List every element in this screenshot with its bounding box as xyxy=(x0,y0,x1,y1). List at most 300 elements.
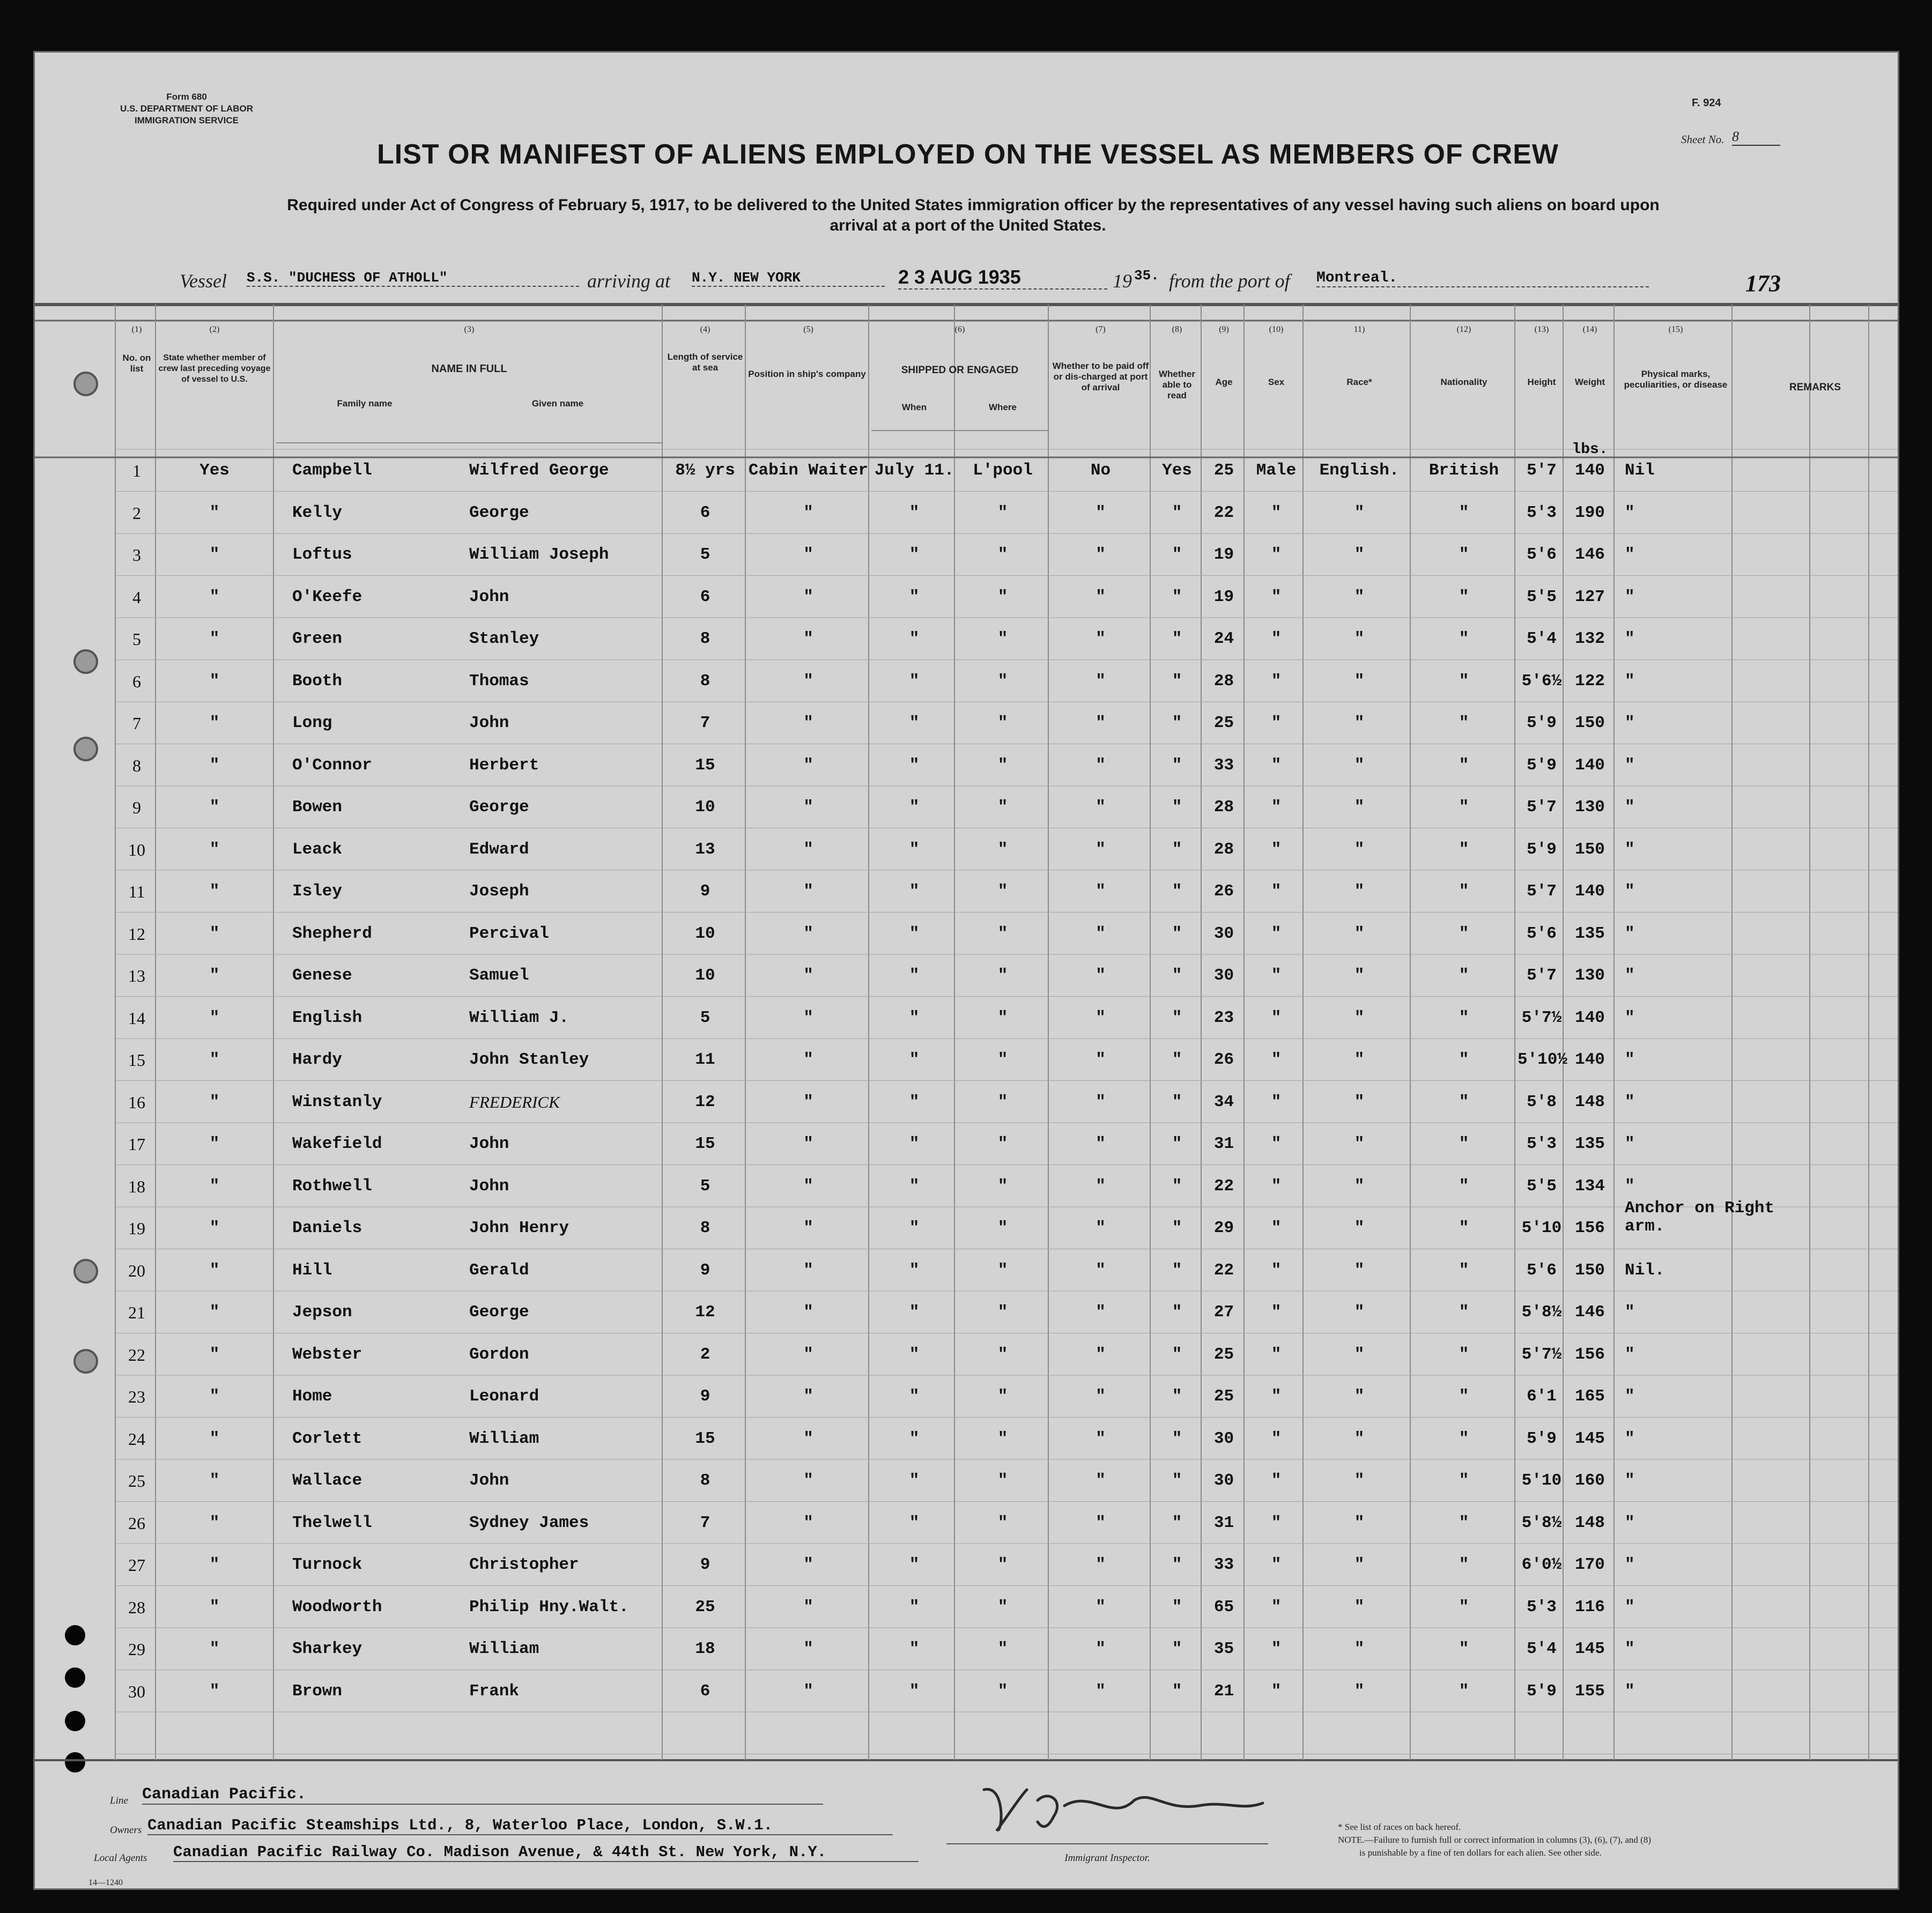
crew-pos: " xyxy=(803,503,813,522)
crew-n: 21 xyxy=(128,1303,145,1322)
crew-nat: " xyxy=(1459,671,1469,691)
subtitle-line-1: Required under Act of Congress of February 5, 1917, to be delivered to the United States immigration officer by the representatives of any vessel having such aliens on board upon xyxy=(287,196,1660,214)
crew-given: John Henry xyxy=(469,1219,569,1237)
crew-sex: " xyxy=(1271,1471,1282,1490)
crew-svc: 7 xyxy=(700,714,710,732)
crew-n: 9 xyxy=(132,798,141,817)
crew-nat: " xyxy=(1459,1092,1469,1111)
crew-paid: " xyxy=(1095,545,1106,564)
crew-when: " xyxy=(909,1555,920,1574)
crew-svc: 12 xyxy=(695,1303,715,1322)
crew-sex: " xyxy=(1271,1597,1282,1617)
crew-family: Jepson xyxy=(292,1303,352,1322)
crew-when: " xyxy=(909,1345,920,1364)
crew-when: " xyxy=(909,503,920,522)
crew-ht: 5'7 xyxy=(1527,966,1557,985)
crew-nat: " xyxy=(1459,1050,1469,1069)
crew-sex: " xyxy=(1271,924,1282,943)
crew-phys: " xyxy=(1625,545,1635,564)
crew-prev: " xyxy=(209,503,220,522)
crew-paid: " xyxy=(1095,882,1106,901)
crew-phys: " xyxy=(1625,1135,1635,1153)
crew-read: " xyxy=(1172,1303,1182,1322)
crew-age: 22 xyxy=(1213,1176,1234,1196)
header-paid-off: Whether to be paid off or dis-charged at port of arrival xyxy=(1052,361,1149,392)
crew-given: FREDERICK xyxy=(469,1092,560,1111)
crew-wt: 140 xyxy=(1575,1050,1605,1069)
crew-svc: 15 xyxy=(695,1429,715,1448)
crew-sex: " xyxy=(1271,1640,1282,1658)
crew-pos: Cabin Waiter xyxy=(748,461,869,480)
crew-age: 22 xyxy=(1213,1260,1234,1280)
crew-ht: 5'9 xyxy=(1527,1429,1557,1448)
crew-family: Wallace xyxy=(292,1471,362,1490)
header-when: When xyxy=(901,402,927,412)
agents-label: Local Agents xyxy=(94,1852,147,1864)
crew-ht: 5'8½ xyxy=(1521,1303,1562,1322)
crew-prev: " xyxy=(209,798,220,817)
crew-read: " xyxy=(1172,587,1182,606)
crew-svc: 9 xyxy=(700,1260,710,1280)
header-name-in-full: NAME IN FULL xyxy=(431,363,507,375)
crew-sex: " xyxy=(1271,1513,1282,1532)
crew-svc: 15 xyxy=(695,755,715,775)
crew-age: 28 xyxy=(1213,798,1234,817)
crew-where: " xyxy=(997,1640,1008,1658)
crew-wt: 155 xyxy=(1575,1681,1605,1701)
crew-paid: " xyxy=(1095,1471,1106,1490)
crew-given: Wilfred George xyxy=(469,461,609,480)
crew-family: Campbell xyxy=(292,461,372,480)
crew-wt: 145 xyxy=(1575,1640,1605,1658)
crew-race: " xyxy=(1354,882,1365,901)
crew-nat: " xyxy=(1459,1597,1469,1617)
crew-nat: " xyxy=(1459,798,1469,817)
crew-read: " xyxy=(1172,671,1182,691)
crew-race: " xyxy=(1354,1471,1365,1490)
crew-race: " xyxy=(1354,1176,1365,1196)
crew-pos: " xyxy=(803,924,813,943)
crew-given: Sydney James xyxy=(469,1513,589,1532)
crew-n: 29 xyxy=(128,1640,145,1659)
crew-wt: 156 xyxy=(1575,1219,1605,1237)
crew-when: " xyxy=(909,1303,920,1322)
crew-where: " xyxy=(997,1050,1008,1069)
subtitle-line-2: arrival at a port of the United States. xyxy=(830,217,1106,234)
crew-race: " xyxy=(1354,1345,1365,1364)
crew-age: 29 xyxy=(1213,1219,1234,1237)
crew-paid: " xyxy=(1095,1387,1106,1406)
crew-pos: " xyxy=(803,798,813,817)
crew-age: 19 xyxy=(1213,545,1234,564)
crew-phys: " xyxy=(1625,1471,1635,1490)
crew-pos: " xyxy=(803,1471,813,1490)
crew-nat: " xyxy=(1459,1387,1469,1406)
crew-sex: " xyxy=(1271,671,1282,691)
crew-where: " xyxy=(997,545,1008,564)
crew-pos: " xyxy=(803,1555,813,1574)
column-number: (8) xyxy=(1172,325,1182,334)
crew-n: 1 xyxy=(132,461,141,480)
crew-race: " xyxy=(1354,1640,1365,1658)
column-number: (14) xyxy=(1582,325,1597,334)
crew-sex: " xyxy=(1271,1219,1282,1237)
owners-label: Owners xyxy=(110,1825,142,1836)
crew-pos: " xyxy=(803,1050,813,1069)
crew-nat: " xyxy=(1459,1260,1469,1280)
sheet-label: Sheet No. xyxy=(1681,133,1724,146)
crew-when: " xyxy=(909,1092,920,1111)
crew-family: Thelwell xyxy=(292,1513,372,1532)
crew-ht: 5'5 xyxy=(1527,1176,1557,1196)
crew-ht: 5'6 xyxy=(1527,924,1557,943)
crew-svc: 11 xyxy=(695,1050,715,1069)
crew-race: " xyxy=(1354,798,1365,817)
crew-sex: " xyxy=(1271,798,1282,817)
crew-wt: 148 xyxy=(1575,1513,1605,1532)
column-number: (12) xyxy=(1456,325,1471,334)
crew-sex: " xyxy=(1271,629,1282,648)
crew-paid: " xyxy=(1095,1050,1106,1069)
shipping-line: Canadian Pacific. xyxy=(142,1785,823,1805)
crew-when: " xyxy=(909,671,920,691)
crew-svc: 7 xyxy=(700,1513,710,1532)
crew-family: Bowen xyxy=(292,798,343,817)
crew-svc: 8 xyxy=(700,671,710,691)
crew-svc: 8 xyxy=(700,1471,710,1490)
crew-n: 17 xyxy=(128,1135,145,1154)
crew-where: " xyxy=(997,840,1008,859)
crew-wt: 150 xyxy=(1575,840,1605,859)
crew-prev: " xyxy=(209,1555,220,1574)
manifest-title: LIST OR MANIFEST OF ALIENS EMPLOYED ON THE VESSEL AS MEMBERS OF CREW xyxy=(377,139,1559,170)
crew-age: 28 xyxy=(1213,671,1234,691)
inspector-signature xyxy=(973,1768,1274,1838)
crew-where: " xyxy=(997,1555,1008,1574)
crew-nat: " xyxy=(1459,755,1469,775)
crew-when: " xyxy=(909,1513,920,1532)
crew-svc: 10 xyxy=(695,798,715,817)
crew-phys: " xyxy=(1625,755,1635,775)
header-physical: Physical marks, peculiarities, or disease xyxy=(1624,369,1728,390)
form-number: Form 680 xyxy=(166,92,207,102)
crew-paid: " xyxy=(1095,1345,1106,1364)
crew-read: Yes xyxy=(1162,461,1192,480)
crew-pos: " xyxy=(803,1345,813,1364)
header-race: Race* xyxy=(1346,377,1372,387)
crew-phys: " xyxy=(1625,840,1635,859)
crew-when: " xyxy=(909,840,920,859)
crew-prev: " xyxy=(209,1471,220,1490)
crew-pos: " xyxy=(803,1008,813,1027)
crew-family: Daniels xyxy=(292,1219,362,1237)
crew-svc: 18 xyxy=(695,1640,715,1658)
crew-read: " xyxy=(1172,1219,1182,1237)
crew-nat: " xyxy=(1459,629,1469,648)
crew-given: George xyxy=(469,503,529,522)
crew-age: 26 xyxy=(1213,882,1234,901)
crew-n: 11 xyxy=(128,882,145,901)
crew-sex: " xyxy=(1271,1260,1282,1280)
crew-race: " xyxy=(1354,840,1365,859)
header-shipped: SHIPPED OR ENGAGED xyxy=(901,365,1019,376)
crew-given: Samuel xyxy=(469,966,529,985)
crew-ht: 5'7½ xyxy=(1521,1008,1562,1027)
service: IMMIGRATION SERVICE xyxy=(135,115,239,125)
crew-race: " xyxy=(1354,671,1365,691)
crew-age: 35 xyxy=(1213,1640,1234,1658)
crew-wt: 140 xyxy=(1575,1008,1605,1027)
form-code: F. 924 xyxy=(1692,97,1721,109)
crew-when: " xyxy=(909,1387,920,1406)
crew-wt: 140 xyxy=(1575,461,1605,480)
column-number: (2) xyxy=(209,325,220,334)
owners: Canadian Pacific Steamships Ltd., 8, Waterloo Place, London, S.W.1. xyxy=(147,1816,893,1835)
crew-nat: " xyxy=(1459,1008,1469,1027)
crew-paid: " xyxy=(1095,924,1106,943)
crew-given: John xyxy=(469,1176,509,1196)
crew-given: Edward xyxy=(469,840,529,859)
crew-race: " xyxy=(1354,587,1365,606)
crew-wt: 165 xyxy=(1575,1387,1605,1406)
crew-race: " xyxy=(1354,1050,1365,1069)
crew-sex: " xyxy=(1271,1008,1282,1027)
crew-age: 24 xyxy=(1213,629,1234,648)
crew-where: " xyxy=(997,1260,1008,1280)
crew-given: Joseph xyxy=(469,882,529,901)
crew-prev: " xyxy=(209,1092,220,1111)
crew-sex: " xyxy=(1271,1681,1282,1701)
crew-wt: 145 xyxy=(1575,1429,1605,1448)
crew-ht: 5'7½ xyxy=(1521,1345,1562,1364)
crew-phys: " xyxy=(1625,1429,1635,1448)
column-number: (15) xyxy=(1668,325,1683,334)
crew-read: " xyxy=(1172,503,1182,522)
crew-nat: " xyxy=(1459,1345,1469,1364)
crew-given: John Stanley xyxy=(469,1050,589,1069)
crew-nat: " xyxy=(1459,1513,1469,1532)
weight-unit: lbs. xyxy=(1572,441,1608,458)
crew-read: " xyxy=(1172,1513,1182,1532)
crew-race: " xyxy=(1354,1555,1365,1574)
crew-age: 25 xyxy=(1213,461,1234,480)
crew-phys: " xyxy=(1625,503,1635,522)
crew-n: 10 xyxy=(128,840,145,859)
crew-paid: " xyxy=(1095,755,1106,775)
crew-nat: " xyxy=(1459,1135,1469,1153)
crew-where: " xyxy=(997,1219,1008,1237)
crew-where: " xyxy=(997,755,1008,775)
crew-sex: " xyxy=(1271,1135,1282,1153)
crew-sex: " xyxy=(1271,840,1282,859)
crew-pos: " xyxy=(803,1135,813,1153)
column-number: (6) xyxy=(954,325,965,334)
crew-read: " xyxy=(1172,1597,1182,1617)
crew-prev: " xyxy=(209,587,220,606)
crew-given: Gordon xyxy=(469,1345,529,1364)
crew-prev: " xyxy=(209,1176,220,1196)
crew-pos: " xyxy=(803,755,813,775)
crew-ht: 5'4 xyxy=(1527,1640,1557,1658)
crew-phys: " xyxy=(1625,966,1635,985)
crew-read: " xyxy=(1172,1050,1182,1069)
crew-given: John xyxy=(469,587,509,606)
crew-given: Percival xyxy=(469,924,549,943)
crew-age: 30 xyxy=(1213,1429,1234,1448)
crew-ht: 5'8½ xyxy=(1521,1513,1562,1532)
crew-race: " xyxy=(1354,966,1365,985)
crew-paid: " xyxy=(1095,1640,1106,1658)
crew-prev: " xyxy=(209,1345,220,1364)
crew-svc: 9 xyxy=(700,882,710,901)
crew-pos: " xyxy=(803,671,813,691)
column-number: (3) xyxy=(464,325,475,334)
crew-prev: " xyxy=(209,1640,220,1658)
crew-when: " xyxy=(909,1597,920,1617)
crew-ht: 5'7 xyxy=(1527,882,1557,901)
crew-race: " xyxy=(1354,1681,1365,1701)
crew-race: " xyxy=(1354,714,1365,732)
crew-sex: " xyxy=(1271,587,1282,606)
crew-phys: " xyxy=(1625,798,1635,817)
crew-wt: 132 xyxy=(1575,629,1605,648)
crew-pos: " xyxy=(803,1640,813,1658)
penalty-note-2: is punishable by a fine of ten dollars for each alien. See other side. xyxy=(1359,1848,1602,1858)
crew-svc: 9 xyxy=(700,1387,710,1406)
crew-given: Christopher xyxy=(469,1555,579,1574)
crew-when: " xyxy=(909,587,920,606)
crew-sex: Male xyxy=(1256,461,1297,480)
crew-race: English. xyxy=(1319,461,1400,480)
arriving-port: N.Y. NEW YORK xyxy=(692,270,885,287)
crew-prev: " xyxy=(209,1681,220,1701)
crew-where: " xyxy=(997,1387,1008,1406)
crew-paid: " xyxy=(1095,1555,1106,1574)
date-stamp: 2 3 AUG 1935 xyxy=(898,266,1107,290)
crew-when: " xyxy=(909,755,920,775)
crew-paid: " xyxy=(1095,1219,1106,1237)
crew-ht: 5'9 xyxy=(1527,714,1557,732)
crew-nat: " xyxy=(1459,1640,1469,1658)
crew-when: " xyxy=(909,798,920,817)
header-age: Age xyxy=(1215,377,1233,387)
crew-nat: " xyxy=(1459,840,1469,859)
column-number: (7) xyxy=(1095,325,1106,334)
crew-race: " xyxy=(1354,629,1365,648)
crew-n: 3 xyxy=(132,545,141,565)
crew-wt: 148 xyxy=(1575,1092,1605,1111)
crew-family: Home xyxy=(292,1387,332,1406)
crew-nat: " xyxy=(1459,966,1469,985)
crew-svc: 2 xyxy=(700,1345,710,1364)
crew-wt: 150 xyxy=(1575,714,1605,732)
crew-wt: 130 xyxy=(1575,966,1605,985)
crew-phys: " xyxy=(1625,1345,1635,1364)
crew-svc: 5 xyxy=(700,545,710,564)
crew-svc: 12 xyxy=(695,1092,715,1111)
crew-where: " xyxy=(997,1008,1008,1027)
crew-where: " xyxy=(997,1092,1008,1111)
crew-ht: 5'9 xyxy=(1527,1681,1557,1701)
crew-nat: " xyxy=(1459,882,1469,901)
crew-nat: " xyxy=(1459,1681,1469,1701)
crew-read: " xyxy=(1172,755,1182,775)
crew-n: 26 xyxy=(128,1513,145,1533)
crew-n: 24 xyxy=(128,1429,145,1449)
crew-age: 30 xyxy=(1213,1471,1234,1490)
crew-when: " xyxy=(909,629,920,648)
crew-age: 25 xyxy=(1213,714,1234,732)
crew-paid: " xyxy=(1095,1008,1106,1027)
crew-n: 4 xyxy=(132,587,141,607)
crew-wt: 135 xyxy=(1575,1135,1605,1153)
crew-n: 19 xyxy=(128,1219,145,1238)
crew-where: " xyxy=(997,714,1008,732)
crew-nat: " xyxy=(1459,1471,1469,1490)
crew-read: " xyxy=(1172,1176,1182,1196)
crew-prev: " xyxy=(209,966,220,985)
penalty-note-1: NOTE.—Failure to furnish full or correct information in columns (3), (6), (7), and (8) xyxy=(1338,1835,1651,1845)
crew-prev: " xyxy=(209,924,220,943)
crew-sex: " xyxy=(1271,503,1282,522)
crew-n: 12 xyxy=(128,924,145,944)
header-nationality: Nationality xyxy=(1440,377,1487,387)
column-number: (9) xyxy=(1219,325,1229,334)
crew-read: " xyxy=(1172,1555,1182,1574)
crew-race: " xyxy=(1354,1429,1365,1448)
crew-nat: " xyxy=(1459,1176,1469,1196)
crew-read: " xyxy=(1172,629,1182,648)
crew-svc: 8½ yrs xyxy=(675,461,735,480)
crew-prev: " xyxy=(209,1050,220,1069)
crew-paid: " xyxy=(1095,629,1106,648)
crew-sex: " xyxy=(1271,1429,1282,1448)
crew-pos: " xyxy=(803,882,813,901)
crew-given: George xyxy=(469,1303,529,1322)
crew-prev: " xyxy=(209,1260,220,1280)
header-sex: Sex xyxy=(1268,377,1285,387)
crew-sex: " xyxy=(1271,1050,1282,1069)
crew-family: Green xyxy=(292,629,343,648)
crew-paid: No xyxy=(1090,461,1111,480)
crew-where: " xyxy=(997,671,1008,691)
crew-age: 31 xyxy=(1213,1135,1234,1153)
crew-given: John xyxy=(469,1135,509,1153)
crew-svc: 5 xyxy=(700,1176,710,1196)
crew-pos: " xyxy=(803,1260,813,1280)
crew-when: " xyxy=(909,1681,920,1701)
crew-paid: " xyxy=(1095,1597,1106,1617)
crew-ht: 5'10½ xyxy=(1518,1050,1568,1069)
crew-paid: " xyxy=(1095,1429,1106,1448)
crew-prev: " xyxy=(209,1219,220,1237)
crew-where: " xyxy=(997,882,1008,901)
crew-nat: " xyxy=(1459,503,1469,522)
header-state-whether: State whether member of crew last preceding voyage of vessel to U.S. xyxy=(158,353,271,384)
crew-prev: " xyxy=(209,840,220,859)
inspector-label: Immigrant Inspector. xyxy=(1064,1852,1150,1864)
crew-where: " xyxy=(997,1513,1008,1532)
crew-pos: " xyxy=(803,1092,813,1111)
crew-sex: " xyxy=(1271,966,1282,985)
crew-read: " xyxy=(1172,1135,1182,1153)
crew-sex: " xyxy=(1271,714,1282,732)
crew-age: 31 xyxy=(1213,1513,1234,1532)
crew-family: English xyxy=(292,1008,362,1027)
crew-where: " xyxy=(997,1681,1008,1701)
crew-pos: " xyxy=(803,840,813,859)
crew-paid: " xyxy=(1095,966,1106,985)
